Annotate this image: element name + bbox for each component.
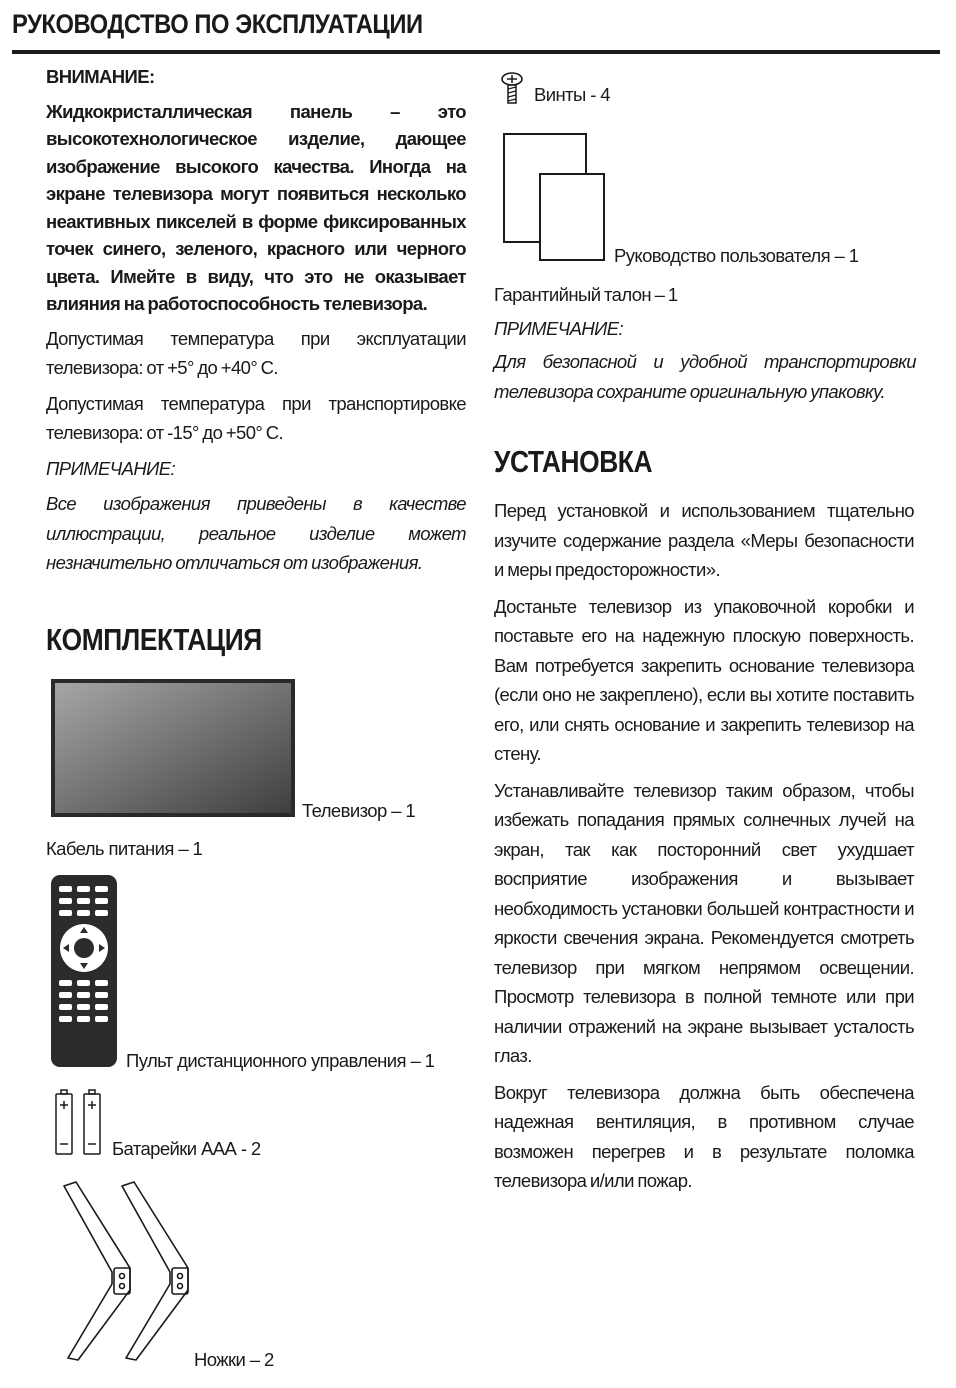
page-title: РУКОВОДСТВО ПО ЭКСПЛУАТАЦИИ: [12, 9, 423, 39]
right-note-title: ПРИМЕЧАНИЕ:: [494, 317, 623, 339]
page-header: [12, 6, 940, 54]
item-screws-label: Винты - 4: [534, 84, 610, 105]
document-icon: [502, 132, 608, 264]
install-section: [494, 496, 914, 1196]
tv-stand-leg-icon: [60, 1180, 200, 1366]
note-title: ПРИМЕЧАНИЕ:: [46, 457, 175, 479]
item-tv-label: Телевизор – 1: [302, 800, 416, 821]
item-legs-label: Ножки – 2: [194, 1349, 274, 1370]
install-heading: УСТАНОВКА: [494, 444, 653, 479]
left-column: [46, 62, 466, 578]
install-paragraph-2: Достаньте телевизор из упаковочной коробки и поставьте его на надежную плоскую поверхность. Вам потребуется закрепить основание телевизора (если оно не закреплено), если вы хотите поставить его, или снять основание и закрепить телевизор на стену.: [494, 595, 914, 764]
note-text: Все изображения приведены в качестве иллюстрации, реальное изделие может незначительно отличаться от изображения.: [46, 493, 466, 573]
temp-transport-text: Допустимая температура при транспортировке телевизора: от -15° до +50° С.: [46, 392, 466, 443]
install-paragraph-3: Устанавливайте телевизор таким образом, чтобы избежать попадания прямых солнечных лучей на экран, так как посторонний свет ухудшает восприятие изображения и вызывает необходимость установки большей контрастности и яркости свечения экрана. Рекомендуется смотреть телевизор при мягком непрямом освещении. Просмотр телевизора в полной темноте или при наличии отражений на экране вызывает усталость глаз.: [494, 779, 914, 1066]
attention-title: ВНИМАНИЕ:: [46, 66, 155, 87]
right-column-top: [494, 280, 916, 406]
right-note-text: Для безопасной и удобной транспортировки телевизора сохраните оригинальную упаковку.: [494, 351, 916, 402]
item-batteries-label: Батарейки ААА - 2: [112, 1138, 261, 1159]
battery-icon: [52, 1088, 104, 1156]
item-cable-label: Кабель питания – 1: [46, 838, 203, 859]
install-paragraph-1: Перед установкой и использованием тщательно изучите содержание раздела «Меры безопасности и меры предосторожности».: [494, 500, 914, 580]
remote-control-icon: [50, 874, 118, 1068]
install-paragraph-4: Вокруг телевизора должна быть обеспечена надежная вентиляция, в противном случае возможен перегрев и в результате поломка телевизора и/или пожар.: [494, 1081, 914, 1191]
item-remote-label: Пульт дистанционного управления – 1: [126, 1050, 435, 1071]
temp-operation-text: Допустимая температура при эксплуатации телевизора: от +5° до +40° С.: [46, 327, 466, 378]
screw-icon: [500, 72, 524, 106]
item-manual-label: Руководство пользователя – 1: [614, 245, 859, 266]
tv-icon: [50, 678, 296, 818]
attention-text: Жидкокристаллическая панель – это высокотехнологическое изделие, дающее изображение высокого качества. Иногда на экране телевизора могут появиться несколько неактивных пикселей в форме фиксированных точек синего, зеленого, красного или черного цвета. Имейте в виду, что это не оказывает влияния на работоспособность телевизора.: [46, 100, 466, 314]
kit-heading: КОМПЛЕКТАЦИЯ: [46, 622, 262, 657]
item-warranty-label: Гарантийный талон – 1: [494, 284, 678, 305]
